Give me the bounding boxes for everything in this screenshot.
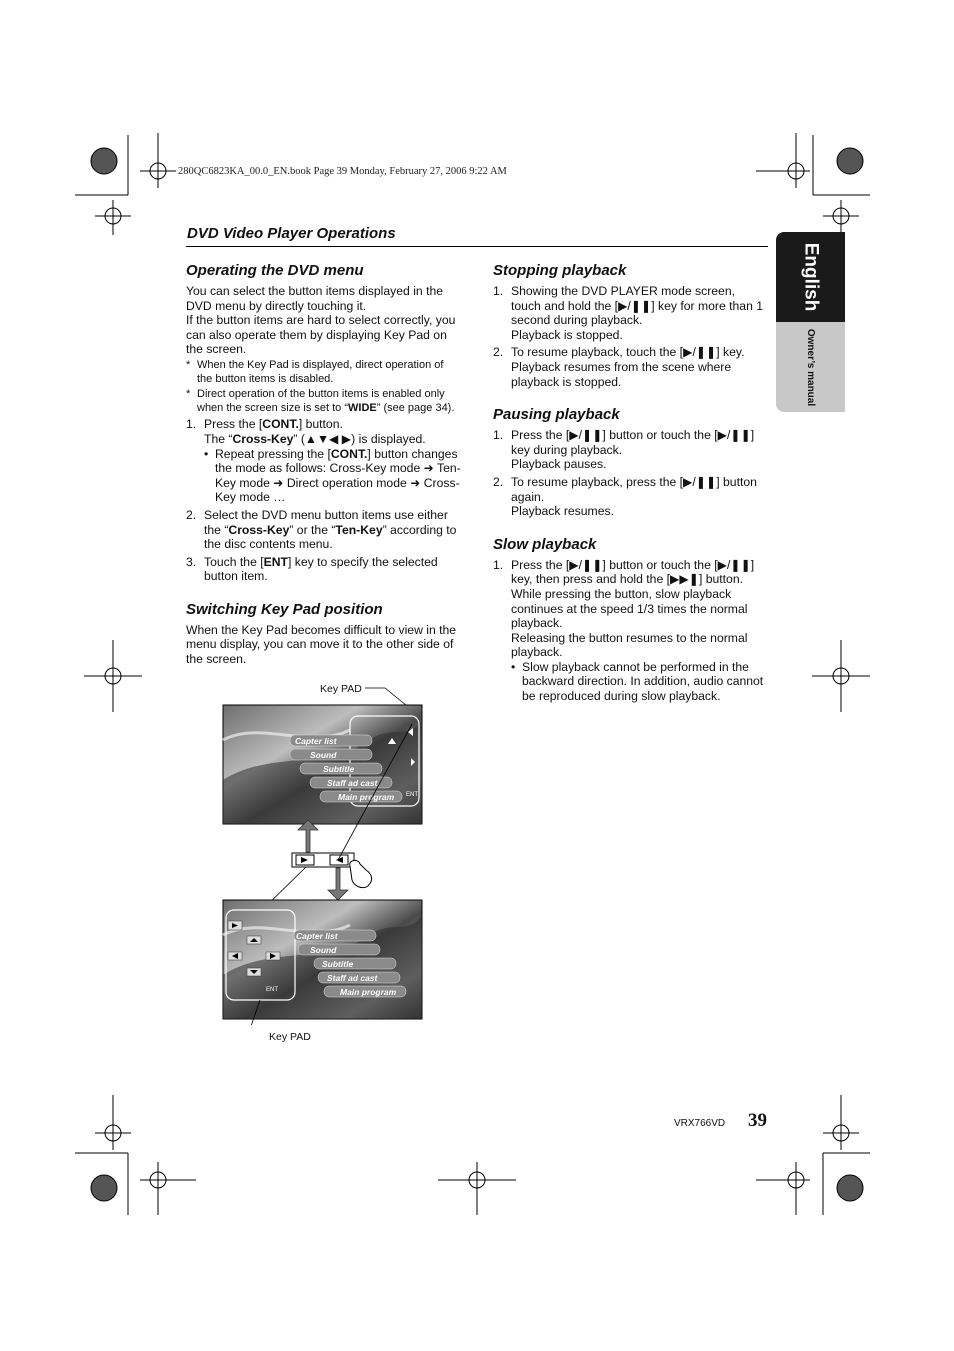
operating-step-1: 1. Press the [CONT.] button. The “Cross-Key” (▲▼◀ ▶) is displayed. • Repeat pressing the [CONT.] button changes the mode as follows: Cross-Key mode ➜ Ten-Key mode ➜ Direct operation mode ➜ Cross-Key mode … <box>186 417 461 505</box>
left-column <box>186 262 461 667</box>
section-title: DVD Video Player Operations <box>187 225 396 242</box>
pausing-heading: Pausing playback <box>493 406 620 424</box>
menu-bottom-item-1: Capter list <box>296 931 338 941</box>
right-column <box>493 262 768 707</box>
switching-body: When the Key Pad becomes difficult to view in the menu display, you can move it to the other side of the screen. <box>186 622 457 667</box>
model-number: VRX766VD <box>674 1118 726 1129</box>
screen-top <box>223 705 422 824</box>
switching-heading: Switching Key Pad position <box>186 600 383 618</box>
stopping-heading: Stopping playback <box>493 262 627 279</box>
menu-top-item-4: Staff ad cast <box>327 778 378 788</box>
operating-heading: Operating the DVD menu <box>186 262 364 279</box>
menu-bottom-item-5: Main program <box>340 987 397 997</box>
figure-label-bottom: Key PAD <box>269 1031 311 1043</box>
menu-bottom-item-3: Subtitle <box>322 959 354 969</box>
menu-top-item-3: Subtitle <box>323 764 355 774</box>
note-2: * Direct operation of the button items is enabled only when the screen size is set to “WIDE” (see page 34). <box>186 388 455 414</box>
operating-step-1-bullet: • Repeat pressing the [CONT.] button changes the mode as follows: Cross-Key mode ➜ Ten-Key mode ➜ Direct operation mode ➜ Cross-Key mode … <box>204 446 461 505</box>
slow-heading: Slow playback <box>493 535 597 553</box>
pausing-step-1: 1. Press the [▶/❚❚] button or touch the [▶/❚❚] key during playback. Playback pauses. <box>493 428 755 472</box>
language-tab <box>776 232 845 412</box>
pausing-step-2: 2. To resume playback, press the [▶/❚❚] button again. Playback resumes. <box>493 474 757 519</box>
keypad-figure <box>220 680 430 1025</box>
stopping-step-2: 2. To resume playback, touch the [▶/❚❚] key. Playback resumes from the scene where playback is stopped. <box>493 345 745 389</box>
page-number: 39 <box>748 1110 767 1131</box>
operating-step-2: 2. Select the DVD menu button items use either the “Cross-Key” or the “Ten-Key” according to the disc contents menu. <box>186 507 457 552</box>
slow-step-1: 1. Press the [▶/❚❚] button or touch the [▶/❚❚] key, then press and hold the [▶▶❚] button. While pressing the button, slow playback continues at the speed 1/3 times the normal playback. Releasing the button resumes to the normal playback. • Slow playback cannot be performed in the backward direction. In addition, audio cannot be reproduced during slow playback. <box>493 558 768 704</box>
stopping-step-1: 1. Showing the DVD PLAYER mode screen, touch and hold the [▶/❚❚] key for more than 1 second during playback. Playback is stopped. <box>493 284 764 342</box>
operating-intro-1: You can select the button items displayed in the DVD menu by directly touching it. <box>186 284 444 313</box>
menu-bottom-item-4: Staff ad cast <box>327 973 378 983</box>
figure-label-top: Key PAD <box>320 683 362 695</box>
operating-step-3: 3. Touch the [ENT] key to specify the selected button item. <box>186 554 438 584</box>
menu-top-item-2: Sound <box>310 750 337 760</box>
arrow-down-icon <box>328 868 348 900</box>
menu-top-item-5: Main program <box>338 792 395 802</box>
print-meta: 280QC6823KA_00.0_EN.book Page 39 Monday, February 27, 2006 9:22 AM <box>178 166 507 177</box>
screen-bottom <box>223 900 422 1019</box>
menu-bottom-item-2: Sound <box>310 945 337 955</box>
section-rule <box>186 246 768 247</box>
hand-pointer-icon <box>350 860 372 887</box>
note-1: * When the Key Pad is displayed, direct operation of the button items is disabled. <box>186 358 444 385</box>
operating-intro-2: If the button items are hard to select correctly, you can also operate them by displaying Key Pad on the screen. <box>186 313 456 357</box>
arrow-up-icon <box>298 820 318 852</box>
operating-steps <box>186 417 461 584</box>
menu-top-item-1: Capter list <box>295 736 337 746</box>
ent-top: ENT <box>406 792 418 798</box>
ent-bottom: ENT <box>266 987 278 993</box>
tab-language: English <box>800 242 822 312</box>
tab-subtitle: Owner’s manual <box>805 328 816 406</box>
slow-step-1-bullet: • Slow playback cannot be performed in the backward direction. In addition, audio cannot be reproduced during slow playback. <box>511 659 764 704</box>
